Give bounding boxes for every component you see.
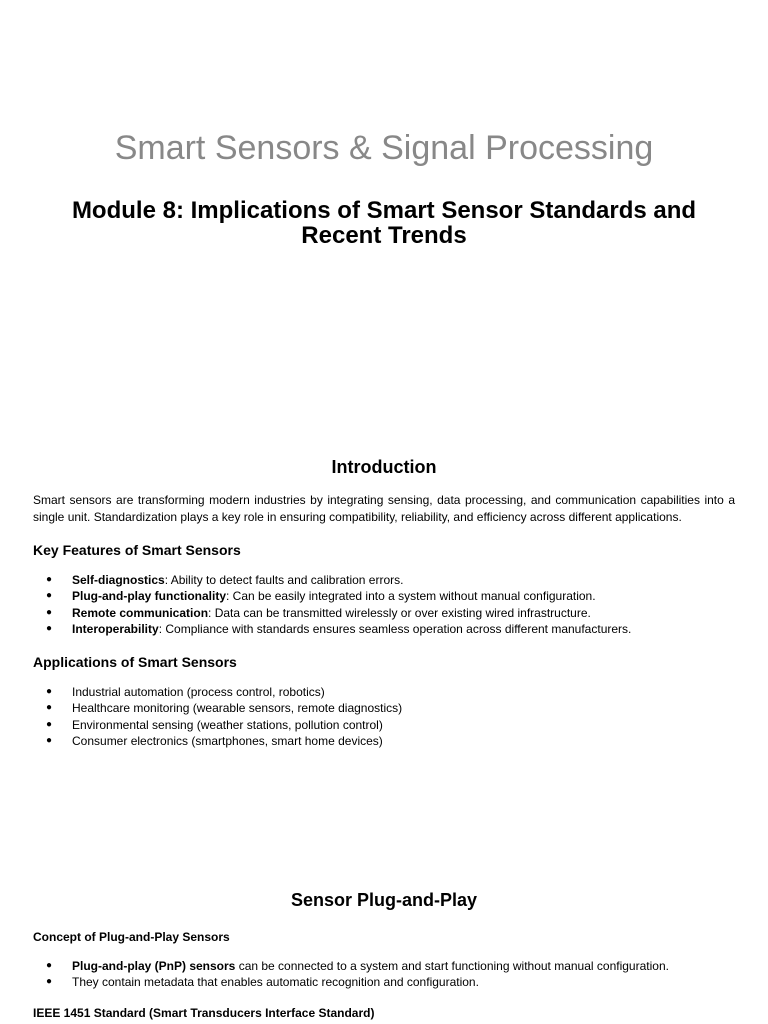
- bullet-icon: ●: [46, 960, 53, 971]
- introduction-paragraph: Smart sensors are transforming modern industries by integrating sensing, data processing, and communication capabilities into a single unit. Standardization plays a key role in ensuring compatibility, reliability, and efficiency across different applications.: [33, 493, 735, 524]
- feature-text: : Ability to detect faults and calibration errors.: [164, 573, 404, 587]
- list-item: [33, 717, 733, 733]
- list-item: [33, 684, 733, 700]
- module-title: Module 8: Implications of Smart Sensor Standards and Recent Trends: [71, 197, 697, 249]
- bullet-icon: ●: [46, 976, 53, 988]
- bullet-icon: ●: [46, 718, 53, 730]
- application-text: Consumer electronics (smartphones, smart home devices): [72, 733, 383, 748]
- list-item: [33, 588, 733, 604]
- list-item: [33, 621, 733, 637]
- bullet-icon: ●: [46, 574, 53, 585]
- concept-heading: Concept of Plug-and-Play Sensors: [33, 930, 230, 944]
- concept-list: [33, 958, 733, 991]
- concept-text: They contain metadata that enables automatic recognition and configuration.: [72, 975, 479, 990]
- feature-term: Self-diagnostics: [72, 573, 165, 587]
- bullet-icon: ●: [46, 734, 53, 746]
- bullet-icon: ●: [46, 590, 53, 602]
- bullet-icon: ●: [46, 702, 53, 714]
- bullet-icon: ●: [46, 606, 53, 618]
- concept-term: Plug-and-play (PnP) sensors: [72, 959, 236, 973]
- bullet-icon: ●: [46, 622, 53, 634]
- document-title: Smart Sensors & Signal Processing: [114, 129, 654, 167]
- introduction-heading: Introduction: [331, 457, 437, 477]
- list-item: [33, 572, 733, 588]
- list-item: [33, 958, 733, 974]
- feature-text: : Can be easily integrated into a system without manual configuration.: [226, 589, 596, 604]
- application-text: Healthcare monitoring (wearable sensors, remote diagnostics): [72, 701, 403, 716]
- list-item: [33, 974, 733, 990]
- key-features-heading: Key Features of Smart Sensors: [33, 542, 241, 558]
- application-text: Industrial automation (process control, robotics): [72, 685, 325, 699]
- key-features-list: [33, 572, 733, 637]
- feature-term: Plug-and-play functionality: [72, 589, 227, 604]
- feature-term: Interoperability: [72, 621, 159, 636]
- feature-term: Remote communication: [72, 605, 209, 620]
- list-item: [33, 700, 733, 716]
- ieee-heading: IEEE 1451 Standard (Smart Transducers Interface Standard): [33, 1006, 375, 1020]
- application-text: Environmental sensing (weather stations, pollution control): [72, 717, 383, 732]
- list-item: [33, 605, 733, 621]
- applications-heading: Applications of Smart Sensors: [33, 654, 237, 670]
- feature-text: : Compliance with standards ensures seamless operation across different manufacturers.: [158, 621, 632, 636]
- list-item: [33, 733, 733, 749]
- feature-text: : Data can be transmitted wirelessly or over existing wired infrastructure.: [208, 605, 591, 620]
- concept-text: can be connected to a system and start functioning without manual configuration.: [235, 959, 669, 973]
- bullet-icon: ●: [46, 686, 53, 697]
- plug-and-play-heading: Sensor Plug-and-Play: [290, 890, 478, 910]
- applications-list: [33, 684, 733, 749]
